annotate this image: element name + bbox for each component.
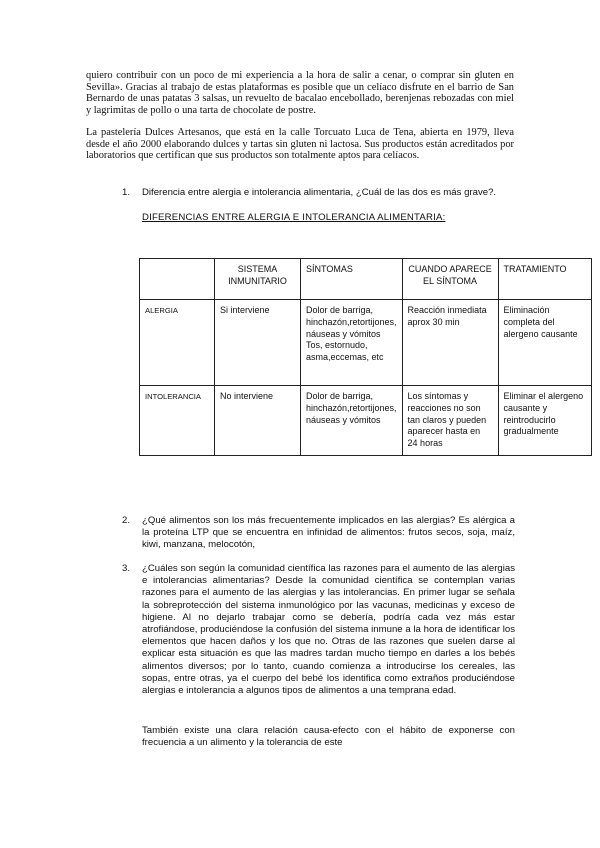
- cell-sistema: No interviene: [215, 386, 301, 456]
- table-header-tratamiento: TRATAMIENTO: [498, 259, 591, 300]
- cell-tratamiento: Eliminar el alergeno causante y reintroducirlo gradualmente: [498, 386, 591, 456]
- intro-paragraph-1: quiero contribuir con un poco de mi experiencia a la hora de salir a cenar, o comprar sin gluten en Sevilla». Gracias al trabajo de estas plataformas es posible que un celíaco disfrute en el barrio de San Bernardo de unas patatas 3 salsas, un revuelto de bacalao encebollado, berenjenas rebozadas con miel y lagrimitas de pollo o una tarta de chocolate de postre.: [86, 70, 514, 116]
- row-label-intolerancia: INTOLERANCIA: [140, 386, 215, 456]
- question-2-number: 2.: [122, 515, 131, 526]
- question-3-text: ¿Cuáles son según la comunidad científica las razones para el aumento de las alergias e intolerancias alimentarias? Desde la comunidad científica se contemplan varias razones para el aumento de las alergias y las intolerancias. En primer lugar se señala la sobreprotección del sistema inmunológico por las vacunas, medicinas y exceso de higiene. Al no dejarlo trabajar como se debería, podría cada vez más estar atrofiándose, produciéndose la confusión del sistema inmune a la hora de identificar los elementos que hacen daños y los que no. Otras de las razones que suelen darse al explicar esta situación es que las madres tardan mucho tiempo en darles a los bebés alimentos diversos; por lo tanto, cuando comienza a introducirse los cereales, las sopas, entre otras, ya el cuerpo del bebé los identifica como extraños produciéndose alergias e intolerancia a algunos tipos de alimentos a una temprana edad.: [142, 563, 515, 697]
- question-1-number: 1.: [122, 187, 131, 198]
- table-header-empty: [140, 259, 215, 300]
- question-3-extra: También existe una clara relación causa-efecto con el hábito de exponerse con frecuencia a un alimento y la tolerancia de este: [142, 725, 515, 749]
- table-header-cuando: CUANDO APARECE EL SÍNTOMA: [402, 259, 498, 300]
- table-header-sintomas: SÍNTOMAS: [301, 259, 403, 300]
- row-label-alergia: ALERGIA: [140, 300, 215, 386]
- intro-paragraph-2: La pastelería Dulces Artesanos, que está en la calle Torcuato Luca de Tena, abierta en 1979, lleva desde el año 2000 elaborando dulces y tartas sin gluten ni lactosa. Sus productos están acreditados por laboratorios que certifican que sus productos son totalmente aptos para celíacos.: [86, 127, 514, 162]
- cell-sintomas: Dolor de barriga, hinchazón,retortijones, náuseas y vómitos Tos, estornudo, asma,eccemas, etc: [301, 300, 403, 386]
- cell-sintomas: Dolor de barriga, hinchazón,retortijones, náuseas y vómitos: [301, 386, 403, 456]
- table-header-row: [140, 259, 592, 300]
- table-title: DIFERENCIAS ENTRE ALERGIA E INTOLERANCIA ALIMENTARIA:: [142, 212, 446, 223]
- cell-cuando: Reacción inmediata aprox 30 min: [402, 300, 498, 386]
- cell-tratamiento: Eliminación completa del alergeno causante: [498, 300, 591, 386]
- cell-cuando: Los síntomas y reacciones no son tan claros y pueden aparecer hasta en 24 horas: [402, 386, 498, 456]
- table-header-sistema: SISTEMA INMUNITARIO: [215, 259, 301, 300]
- allergy-intolerance-table: [139, 258, 592, 456]
- table-row: [140, 386, 592, 456]
- question-2-text: ¿Qué alimentos son los más frecuentemente implicados en las alergias? Es alérgica a la proteína LTP que se encuentra en infinidad de alimentos: frutos secos, soja, maíz, kiwi, manzana, melocotón,: [142, 515, 515, 551]
- question-1-text: Diferencia entre alergia e intolerancia alimentaria, ¿Cuál de las dos es más grave?.: [142, 187, 497, 198]
- question-3-number: 3.: [122, 563, 131, 574]
- table-row: [140, 300, 592, 386]
- cell-sistema: Si interviene: [215, 300, 301, 386]
